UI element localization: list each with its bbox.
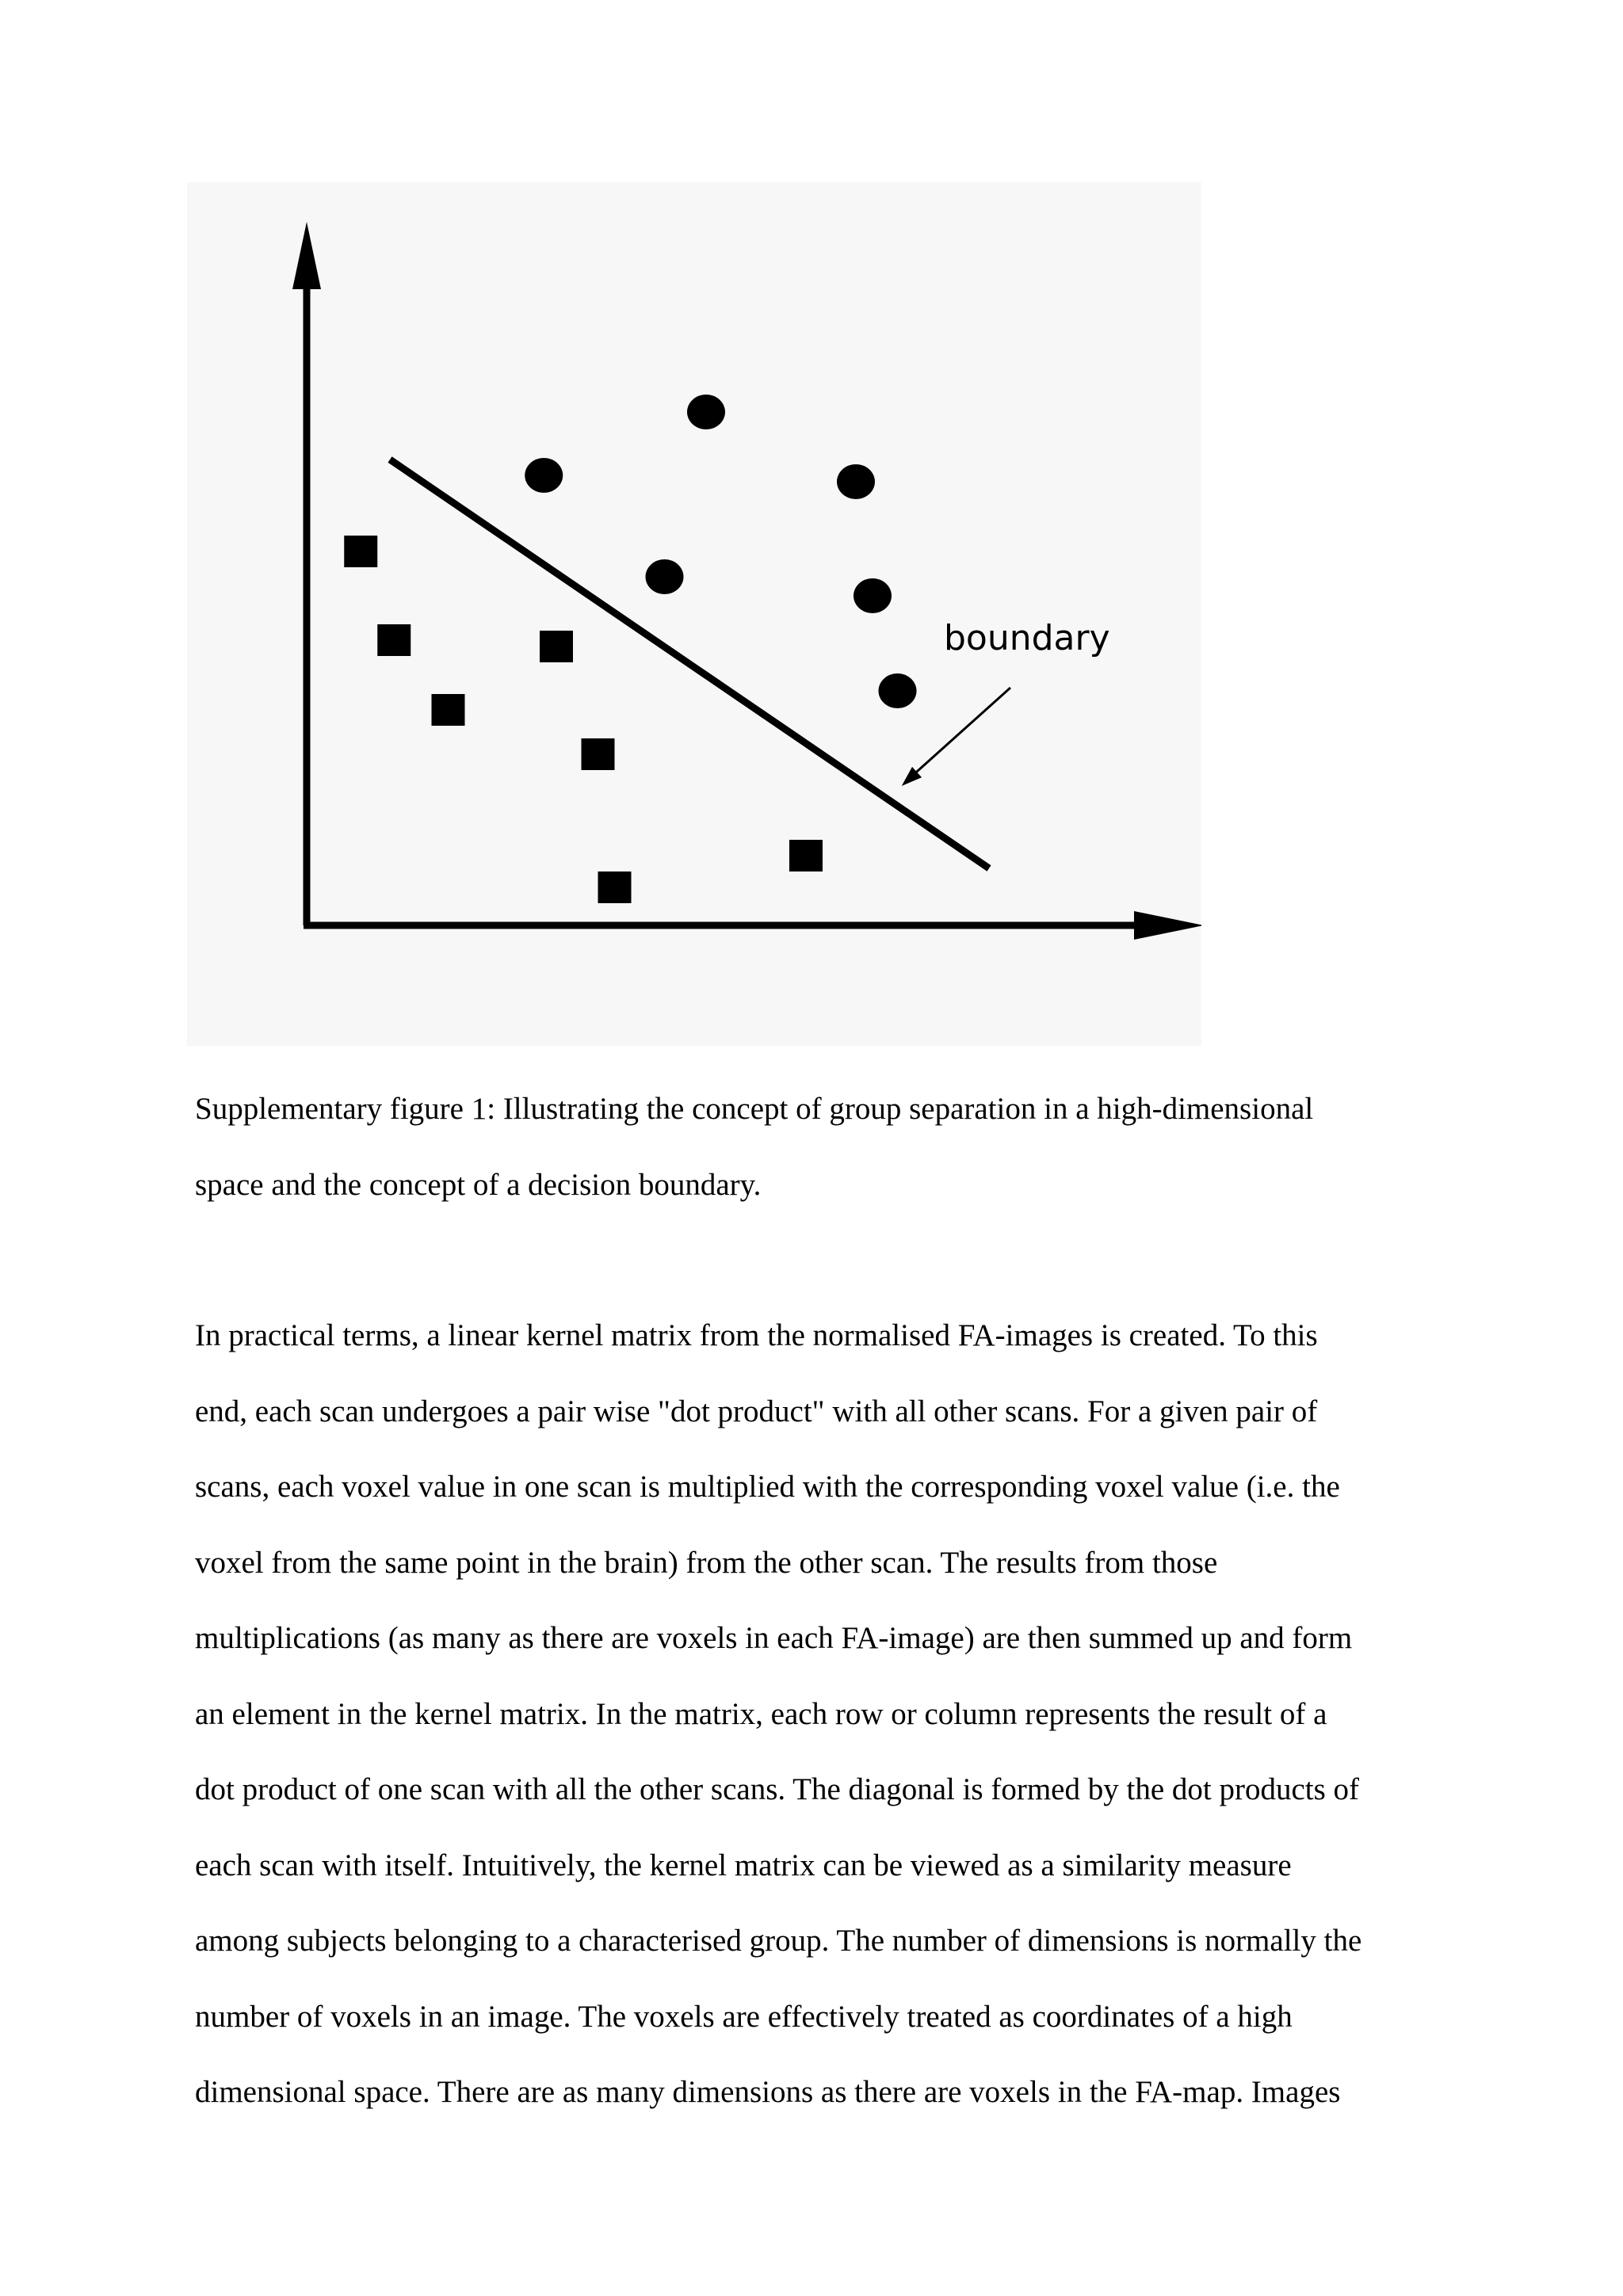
circle-point [837,464,875,499]
body-line: dimensional space. There are as many dimensions as there are voxels in the FA-map. Images [195,2075,1341,2109]
y-axis-arrowhead [292,222,321,289]
figure [187,182,1201,1046]
scatter-plot [187,182,1201,1046]
circle-point [525,458,563,493]
body-line: dot product of one scan with all the other scans. The diagonal is formed by the dot products of [195,1772,1360,1806]
figure-caption [195,1071,1479,1222]
square-point [582,738,615,770]
body-line: In practical terms, a linear kernel matrix from the normalised FA-images is created. To this [195,1318,1318,1352]
body-paragraph [195,1298,1479,2130]
square-point [598,871,632,903]
decision-boundary-line [390,460,989,868]
body-line: scans, each voxel value in one scan is multiplied with the corresponding voxel value (i.e. the [195,1470,1340,1504]
square-point [540,631,573,662]
body-line: among subjects belonging to a characterised group. The number of dimensions is normally the [195,1924,1362,1958]
body-line: multiplications (as many as there are voxels in each FA-image) are then summed up and form [195,1621,1353,1655]
body-line: number of voxels in an image. The voxels are effectively treated as coordinates of a high [195,1999,1293,2034]
circle-point [879,673,917,708]
circle-point [854,578,892,613]
annotation-arrow-line [908,688,1010,780]
body-line: an element in the kernel matrix. In the matrix, each row or column represents the result of a [195,1696,1327,1731]
square-point [432,694,465,726]
square-point [789,840,823,871]
boundary-label: boundary [944,618,1110,658]
square-point [377,624,411,656]
body-line: each scan with itself. Intuitively, the kernel matrix can be viewed as a similarity measure [195,1848,1292,1882]
caption-line: space and the concept of a decision boundary. [195,1167,762,1202]
x-axis-arrowhead [1134,911,1201,940]
square-point [344,536,377,567]
caption-line: Supplementary figure 1: Illustrating the concept of group separation in a high-dimensional [195,1092,1314,1126]
body-line: voxel from the same point in the brain) from the other scan. The results from those [195,1545,1218,1580]
body-line: end, each scan undergoes a pair wise "dot product" with all other scans. For a given pair of [195,1394,1318,1428]
circle-point [687,395,725,429]
circle-point [646,559,684,594]
